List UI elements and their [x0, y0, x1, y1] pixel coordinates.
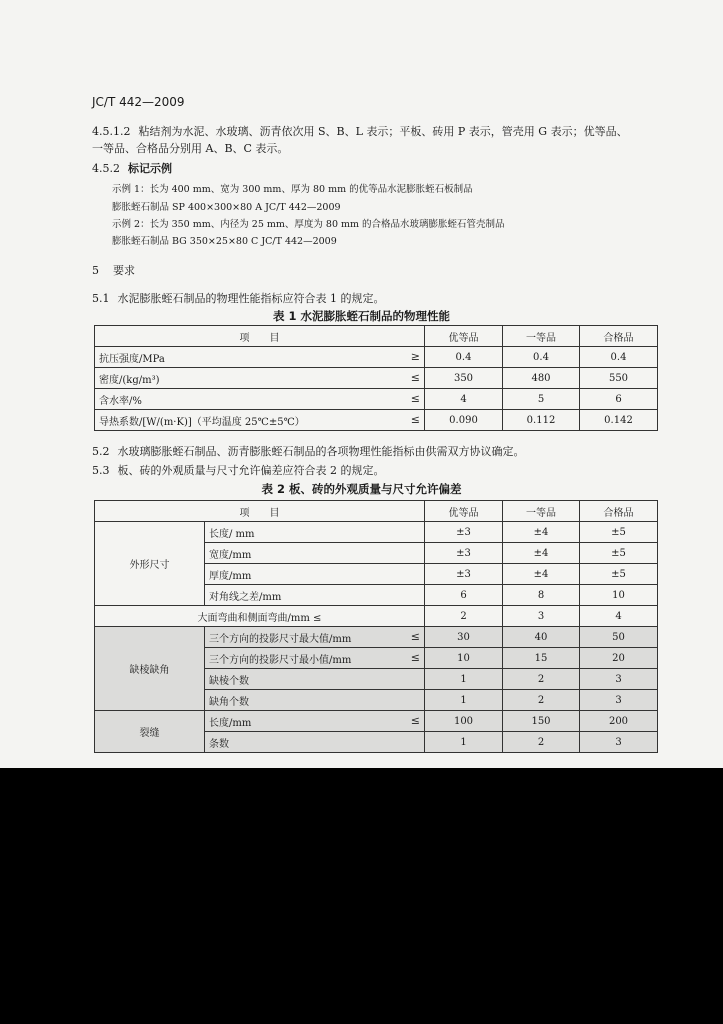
table-2-caption: 表 2 板、砖的外观质量与尺寸允许偏差 [261, 482, 462, 496]
row-symbol: ≤ [410, 650, 420, 664]
cell-value: ±4 [503, 522, 580, 543]
row-item: 缺棱个数 [205, 669, 425, 690]
section-title: 要求 [113, 264, 135, 277]
header-grade-a: 优等品 [425, 326, 503, 347]
table-row [95, 389, 658, 410]
cell-value: ±3 [425, 543, 503, 564]
cell-value: ±5 [580, 522, 658, 543]
cell-value: 1 [425, 669, 503, 690]
cell-value: 2 [425, 606, 503, 627]
table-row [95, 410, 658, 431]
cell-value: 3 [580, 732, 658, 753]
row-item: 三个方向的投影尺寸最小值/mm [209, 654, 352, 666]
cell-value: 4 [425, 389, 503, 410]
table-1 [94, 325, 658, 431]
section-4-5-2 [92, 160, 172, 176]
cell-value: ±5 [580, 543, 658, 564]
group-label: 缺棱缺角 [95, 627, 205, 711]
section-5-2 [92, 443, 525, 459]
cell-value: 8 [503, 585, 580, 606]
header-grade-c: 合格品 [580, 326, 658, 347]
row-item: 条数 [205, 732, 425, 753]
section-number: 5.1 [92, 292, 110, 305]
cell-value: 40 [503, 627, 580, 648]
section-4-5-1-2 [92, 123, 628, 139]
cell-value: 5 [503, 389, 580, 410]
table-row [95, 711, 658, 732]
row-symbol: ≤ [410, 713, 420, 727]
section-text: 板、砖的外观质量与尺寸允许偏差应符合表 2 的规定。 [117, 464, 385, 477]
cell-value: 0.4 [580, 347, 658, 368]
row-item: 厚度/mm [205, 564, 425, 585]
row-item: 缺角个数 [205, 690, 425, 711]
section-number: 4.5.2 [92, 162, 120, 175]
row-item: 三个方向的投影尺寸最大值/mm [209, 633, 352, 645]
cell-value: 3 [580, 690, 658, 711]
table-row [95, 522, 658, 543]
cell-value: 20 [580, 648, 658, 669]
cell-value: 480 [503, 368, 580, 389]
cell-value: 550 [580, 368, 658, 389]
cell-value: ±5 [580, 564, 658, 585]
table-header-row [95, 326, 658, 347]
row-item: 宽度/mm [205, 543, 425, 564]
section-number: 5 [92, 264, 99, 277]
row-item: 含水率/% [99, 395, 142, 407]
example-2: 示例 2：长为 350 mm、内径为 25 mm、厚度为 80 mm 的合格品水玻璃膨胀蛭石管壳制品 [112, 219, 505, 230]
cell-value: 0.090 [425, 410, 503, 431]
header-grade-b: 一等品 [503, 326, 580, 347]
row-symbol: ≤ [410, 370, 420, 384]
section-number: 5.2 [92, 445, 110, 458]
section-text: 粘结剂为水泥、水玻璃、沥青依次用 S、B、L 表示；平板、砖用 P 表示，管壳用 G 表示；优等品、 [138, 125, 628, 138]
cell-value: ±4 [503, 564, 580, 585]
cell-value: 3 [580, 669, 658, 690]
table-1-caption: 表 1 水泥膨胀蛭石制品的物理性能 [272, 309, 450, 323]
header-item: 项 目 [95, 326, 425, 347]
row-symbol: ≤ [410, 391, 420, 405]
table-row [95, 347, 658, 368]
cell-value: 0.4 [425, 347, 503, 368]
row-item: 长度/ mm [205, 522, 425, 543]
cell-value: 2 [503, 732, 580, 753]
section-text: 水泥膨胀蛭石制品的物理性能指标应符合表 1 的规定。 [117, 292, 385, 305]
table-2 [94, 500, 658, 753]
section-4-5-1-2-cont: 一等品、合格品分别用 A、B、C 表示。 [92, 142, 289, 155]
cell-value: 10 [425, 648, 503, 669]
row-item: 导热系数/[W/(m·K)]（平均温度 25℃±5℃） [99, 416, 305, 428]
cell-value: 1 [425, 732, 503, 753]
cell-value: ±3 [425, 564, 503, 585]
section-title: 标记示例 [128, 162, 172, 175]
table-row [95, 368, 658, 389]
document-id: JC/T 442—2009 [92, 95, 185, 109]
cell-value: 150 [503, 711, 580, 732]
cell-value: 2 [503, 669, 580, 690]
cell-value: 0.142 [580, 410, 658, 431]
example-2-mark: 膨胀蛭石制品 BG 350×25×80 C JC/T 442—2009 [112, 236, 337, 247]
section-5-3 [92, 462, 385, 478]
section-5-1 [92, 290, 385, 306]
header-item: 项 目 [95, 501, 425, 522]
group-label: 裂缝 [95, 711, 205, 753]
example-1-mark: 膨胀蛭石制品 SP 400×300×80 A JC/T 442—2009 [112, 202, 341, 213]
header-grade-a: 优等品 [425, 501, 503, 522]
cell-value: 10 [580, 585, 658, 606]
row-symbol: ≤ [410, 629, 420, 643]
section-5 [92, 262, 135, 278]
cell-value: 1 [425, 690, 503, 711]
section-number: 5.3 [92, 464, 110, 477]
cell-value: 3 [503, 606, 580, 627]
section-text: 水玻璃膨胀蛭石制品、沥青膨胀蛭石制品的各项物理性能指标由供需双方协议确定。 [117, 445, 525, 458]
row-item: 大面弯曲和侧面弯曲/mm ≤ [95, 606, 425, 627]
table-row [95, 627, 658, 648]
row-symbol: ≥ [410, 349, 420, 363]
cell-value: 100 [425, 711, 503, 732]
group-label: 外形尺寸 [95, 522, 205, 606]
cell-value: 6 [580, 389, 658, 410]
cell-value: 15 [503, 648, 580, 669]
cell-value: 6 [425, 585, 503, 606]
cell-value: ±4 [503, 543, 580, 564]
cell-value: 0.112 [503, 410, 580, 431]
header-grade-b: 一等品 [503, 501, 580, 522]
table-row [95, 606, 658, 627]
row-item: 密度/(kg/m³) [99, 374, 160, 386]
cell-value: 30 [425, 627, 503, 648]
cell-value: 200 [580, 711, 658, 732]
cell-value: 50 [580, 627, 658, 648]
cell-value: 2 [503, 690, 580, 711]
row-item: 抗压强度/MPa [99, 353, 165, 365]
row-symbol: ≤ [410, 412, 420, 426]
cell-value: ±3 [425, 522, 503, 543]
cell-value: 4 [580, 606, 658, 627]
example-1: 示例 1：长为 400 mm、宽为 300 mm、厚为 80 mm 的优等品水泥膨胀蛭石板制品 [112, 184, 473, 195]
cell-value: 350 [425, 368, 503, 389]
header-grade-c: 合格品 [580, 501, 658, 522]
section-number: 4.5.1.2 [92, 125, 131, 138]
row-item: 对角线之差/mm [205, 585, 425, 606]
table-header-row [95, 501, 658, 522]
row-item: 长度/mm [209, 717, 252, 729]
cell-value: 0.4 [503, 347, 580, 368]
